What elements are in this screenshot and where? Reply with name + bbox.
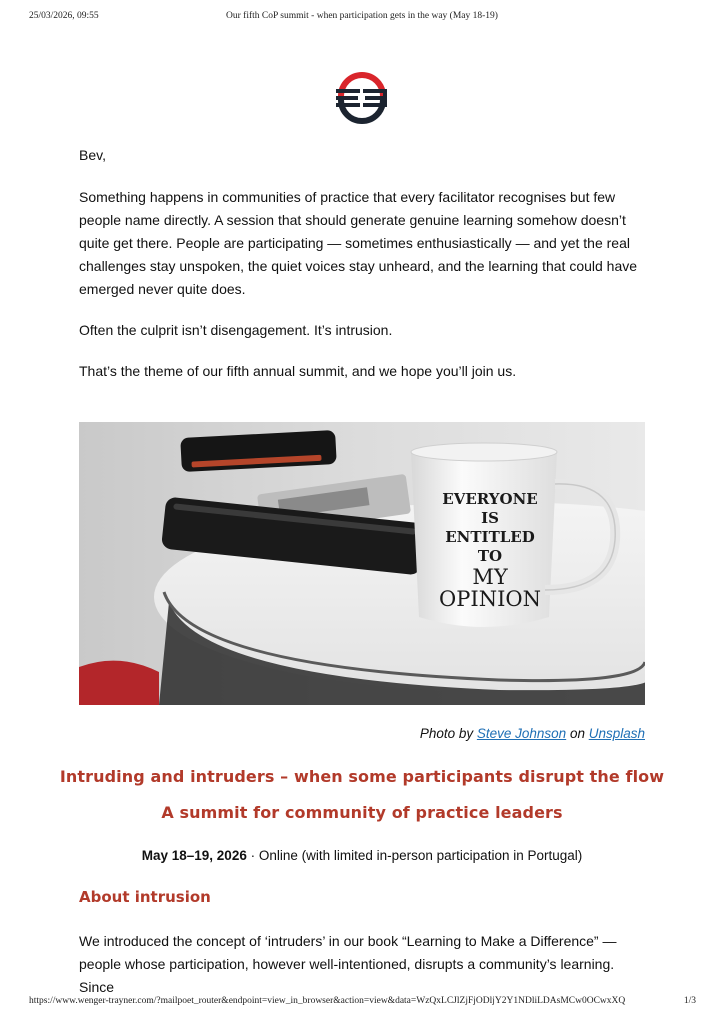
mug-text-line2: IS xyxy=(481,509,499,527)
intrusion-paragraph: Often the culprit isn’t disengagement. It’s intrusion. xyxy=(79,322,393,338)
photo-caption xyxy=(79,726,645,741)
mug-text-line3: ENTITLED xyxy=(445,528,535,546)
logo-icon xyxy=(333,69,391,127)
print-datetime: 25/03/2026, 09:55 xyxy=(29,11,99,21)
about-intrusion-paragraph: We introduced the concept of ‘intruders’ in our book “Learning to Make a Difference” — people whose participation, however well-intentioned, disrupts a community’s learning. Since xyxy=(79,933,617,995)
salutation: Bev, xyxy=(79,147,106,163)
print-footer xyxy=(0,996,724,1010)
caption-middle: on xyxy=(566,726,589,741)
intro-paragraph: Something happens in communities of practice that every facilitator recognises but few people name directly. A session that should generate genuine learning somehow doesn’t quite get there. People are participating — sometimes enthusiastically — and yet the real challenges stay unspoken, the quiet voices stay unheard, and the learning that could have emerged never quite does. xyxy=(79,189,638,297)
event-dates: May 18–19, 2026 xyxy=(141,848,247,863)
event-location: · Online (with limited in-person participation in Portugal) xyxy=(246,848,583,863)
summit-headline: Intruding and intruders – when some participants disrupt the flow xyxy=(59,767,665,786)
photographer-link[interactable]: Steve Johnson xyxy=(476,726,567,741)
summit-subheadline: A summit for community of practice leaders xyxy=(161,803,563,822)
page-number: 1/3 xyxy=(683,996,696,1006)
print-header xyxy=(0,11,724,25)
caption-prefix: Photo by xyxy=(419,726,477,741)
letter-body xyxy=(79,144,645,383)
mug-text-line4: TO xyxy=(477,547,503,565)
print-url: https://www.wenger-trayner.com/?mailpoet_router&endpoint=view_in_browser&action=view&data=WzQxLCJlZjFjODljY2Y1NDliLDAsMCw0OCwxXQ xyxy=(29,996,626,1006)
event-details xyxy=(0,848,724,863)
unsplash-link[interactable]: Unsplash xyxy=(588,726,645,741)
mug-text-line5: MY xyxy=(472,565,508,589)
mug-text-line6: OPINION xyxy=(439,587,541,611)
mug-text-line1: EVERYONE xyxy=(442,490,538,508)
hero-photo xyxy=(79,422,645,705)
about-intrusion-heading: About intrusion xyxy=(79,888,211,906)
print-page-title: Our fifth CoP summit - when participation gets in the way (May 18-19) xyxy=(226,11,498,21)
theme-paragraph: That’s the theme of our fifth annual summit, and we hope you’ll join us. xyxy=(79,363,517,379)
